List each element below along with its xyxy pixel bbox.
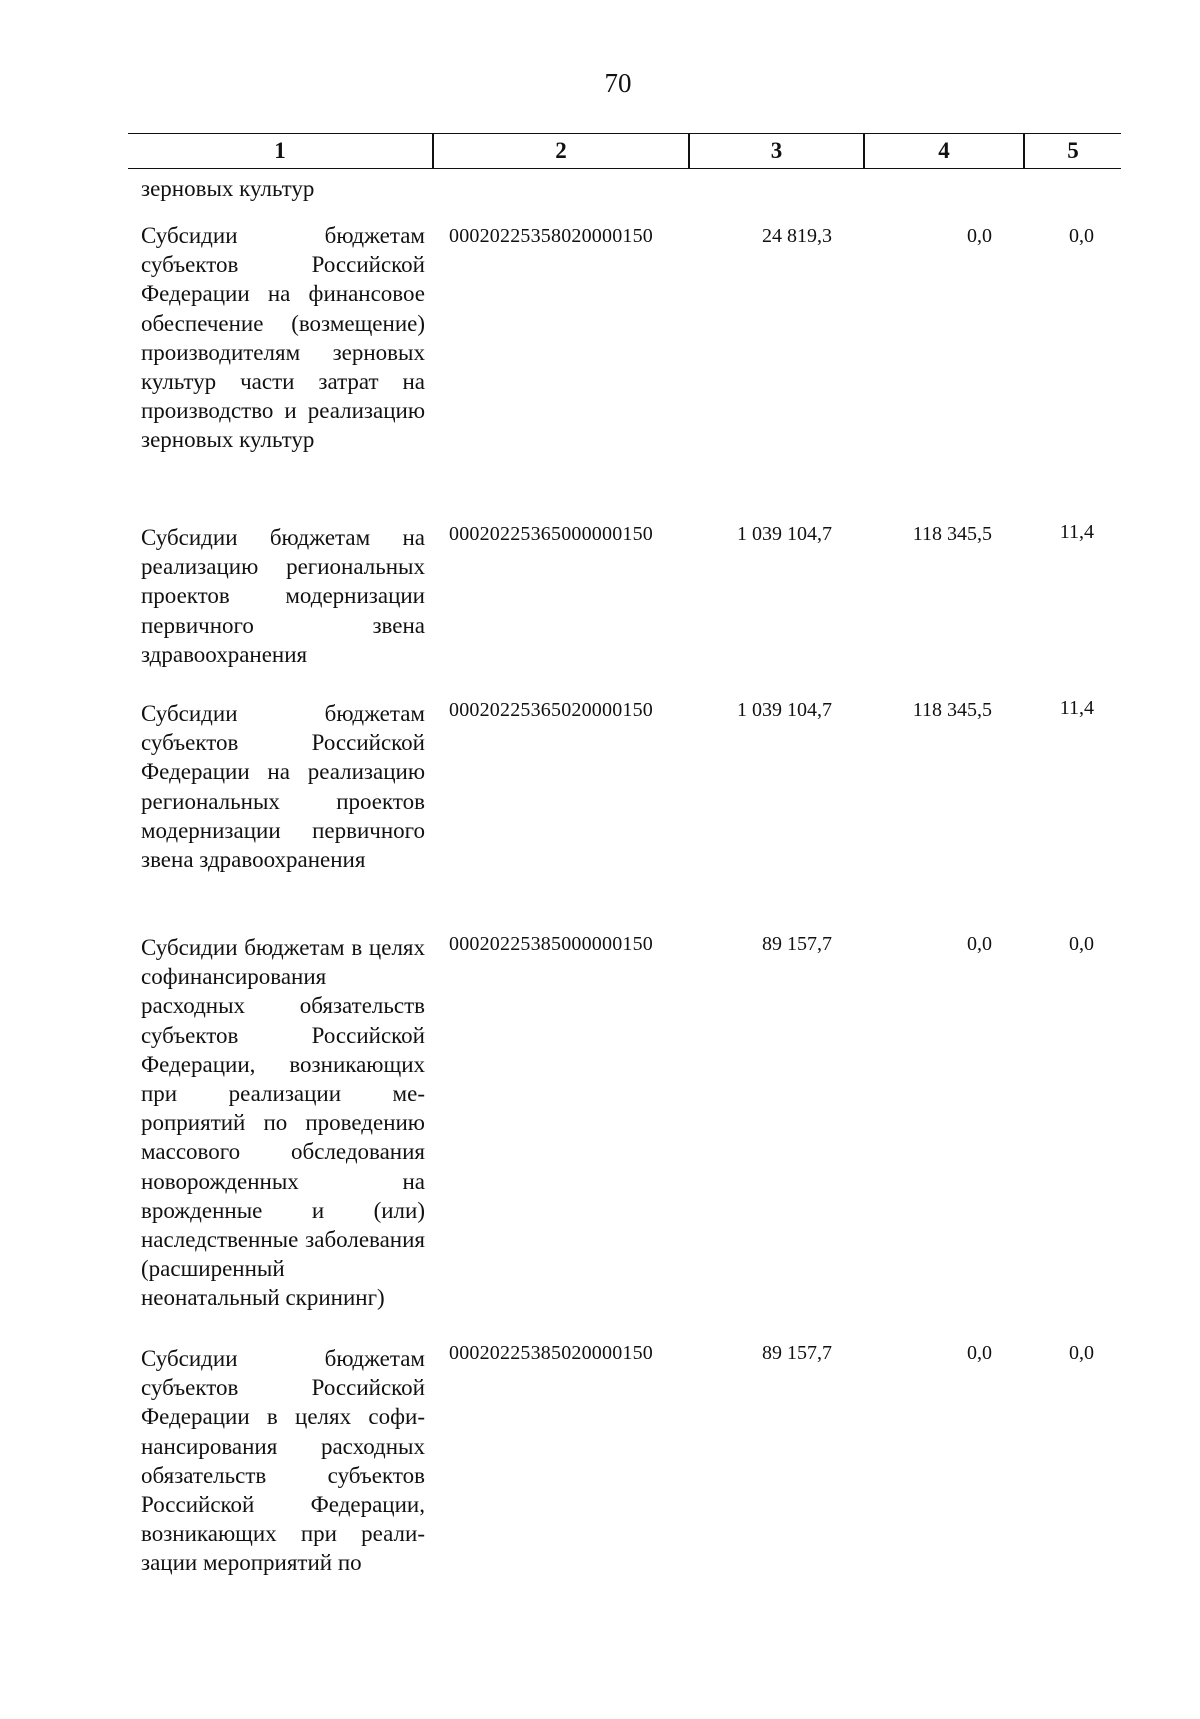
row-name: Субсидии бюджетам субъектов Российской Федерации на реализацию региональных проектов модернизации первичного звена здравоохранения [141,701,425,873]
row-value-col3: 1 039 104,7 [737,699,832,721]
row-code: 00020225385020000150 [449,1342,653,1364]
row-value-col5: 0,0 [1069,225,1094,247]
row-value-col3: 89 157,7 [762,1342,832,1364]
row-code: 00020225385000000150 [449,933,653,955]
row-code: 00020225358020000150 [449,225,653,247]
row-value-col3: 89 157,7 [762,933,832,955]
row-name: Субсидии бюджетам на реализацию региональных проектов модернизации первичного звена здравоохранения [141,525,425,667]
row-code: 00020225365000000150 [449,523,653,545]
row-value-col5: 0,0 [1069,933,1094,955]
header-col-2: 2 [555,138,567,163]
row-value-col4: 0,0 [967,933,992,955]
row-value-col5: 11,4 [1059,521,1094,543]
header-col-4: 4 [938,138,950,163]
row-name: Субсидии бюджетам в целях софинансирования расходных обязательств субъектов Российской Федерации, возникающих при реализации мероприятий по проведению массового обследования новорожденных на врожденные и (или) наследственные заболевания (расширенный неонатальный скрининг) [141,935,425,1311]
row-value-col5: 11,4 [1059,697,1094,719]
row-value-col4: 118 345,5 [912,699,992,721]
header-col-1: 1 [274,138,286,163]
row-value-col4: 0,0 [967,1342,992,1364]
row-value-col3: 1 039 104,7 [737,523,832,545]
row-value-col5: 0,0 [1069,1342,1094,1364]
table-header [128,133,1121,169]
continuation-text: зерновых культур [141,176,315,201]
header-col-5: 5 [1067,138,1079,163]
row-value-col3: 24 819,3 [762,225,832,247]
row-code: 00020225365020000150 [449,699,653,721]
page-number: 70 [604,68,632,98]
header-col-3: 3 [770,138,783,163]
row-name: Субсидии бюджетам субъектов Российской Федерации на финансовое обеспечение (возмещение) производителям зерновых культур части затрат на производство и реализацию зерновых культур [141,223,425,453]
row-value-col4: 0,0 [967,225,992,247]
row-value-col4: 118 345,5 [912,523,992,545]
row-name: Субсидии бюджетам субъектов Российской Федерации в целях софинансирования расходных обязательств субъектов Российской Федерации, возникающих при реализации мероприятий по [141,1346,425,1576]
